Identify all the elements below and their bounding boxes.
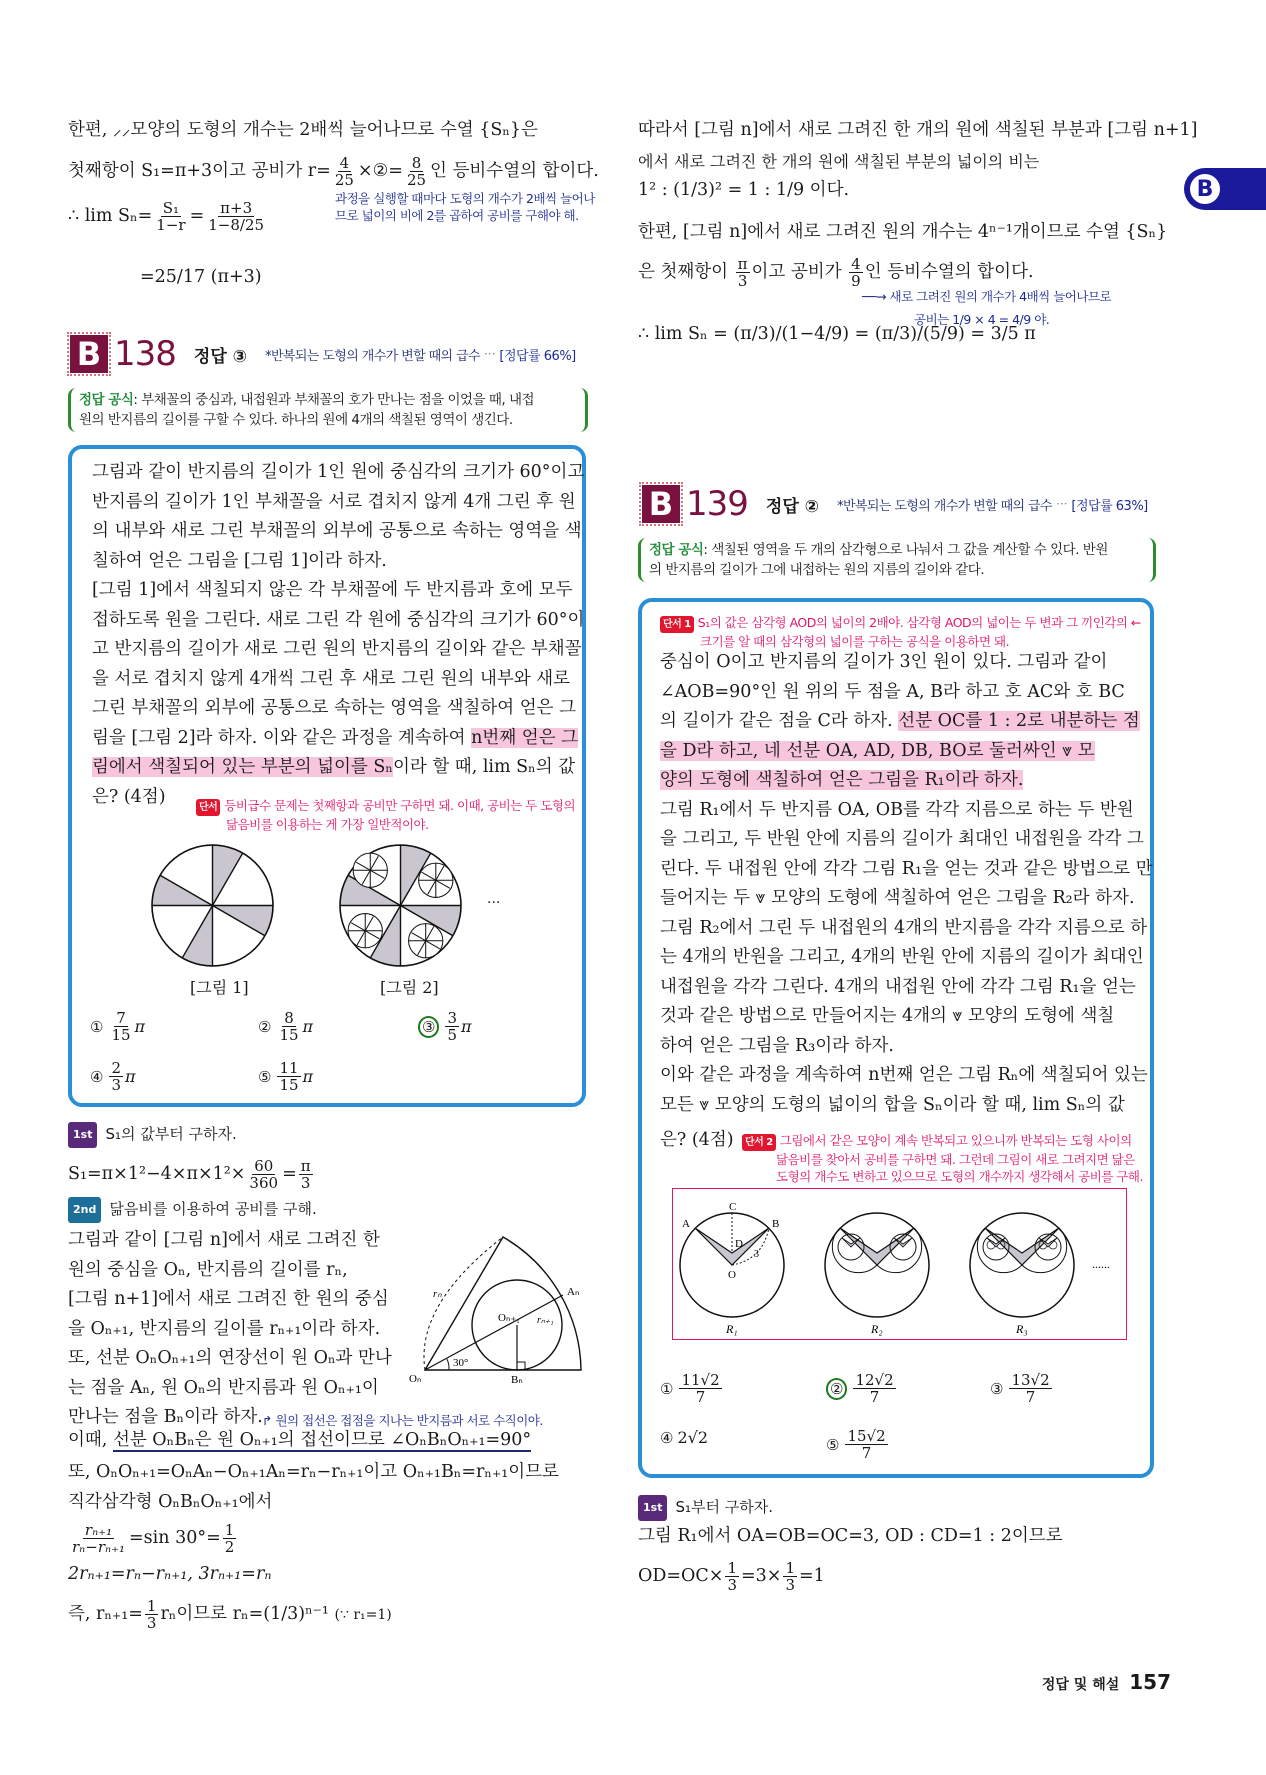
svg-text:A: A	[682, 1218, 690, 1230]
choice-5[interactable]: ⑤ $\frac{11}{15}$ π	[258, 1059, 314, 1094]
right-intro-line2: 에서 새로 그려진 한 개의 원에 색칠된 부분의 넓이의 비는	[638, 152, 1040, 171]
choice-1[interactable]: ① $\frac{7}{15}$ π	[90, 1009, 146, 1044]
step-1-heading-139: 1st S₁부터 구하자.	[638, 1495, 773, 1521]
accuracy-rate: [정답률 66%]	[499, 348, 576, 364]
hint-2-139: 단서 2 그림에서 같은 모양이 계속 반복되고 있으니까 반복되는 도형 사이의 닮음비를 찾아서 공비를 구하면 돼. 그런데 그림이 새로 그려지면 닮은 도형의 개수도 변하고 있으므로 도형의 개수까지 생각해서 공비를 구해.	[742, 1132, 1143, 1185]
choice-5[interactable]: ⑤ $\frac{15√2}{7}$	[826, 1427, 886, 1462]
area-ratio-line: 1² : (1/3)² = 1 : 1/9 이다.	[638, 180, 850, 200]
left-limit-result: =25/17 (π+3)	[140, 267, 262, 287]
step-2-text: 그림과 같이 [그림 n]에서 새로 그려진 한 원의 중심을 Oₙ, 반지름의 길이를 rₙ, [그림 n+1]에서 새로 그려진 한 원의 중심 을 Oₙ₊₁, 반지름의 길이를 rₙ₊₁이라 하자. 또, 선분 OₙOₙ₊₁의 연장선이 원 Oₙ과 만나 는 점을 Aₙ, 원 Oₙ의 반지름과 원 Oₙ₊₁이 만나는 점을 Bₙ이라 하자.	[68, 1230, 392, 1427]
level-badge: B	[70, 335, 108, 373]
choice-1[interactable]: ① $\frac{11√2}{7}$	[660, 1371, 720, 1406]
svg-text:3: 3	[754, 1249, 759, 1260]
section-b-icon: B	[1187, 171, 1223, 207]
topic-label: *반복되는 도형의 개수가 변할 때의 급수	[837, 498, 1052, 514]
level-badge: B	[642, 485, 680, 523]
step-2-heading: 2nd 닮음비를 이용하여 공비를 구해.	[68, 1197, 317, 1223]
first-term-ratio-line: 은 첫째항이 $\frac{\pi}{3}$ 이고 공비가 $\frac{4}{9}$ 인 등비수열의 합이다.	[638, 255, 1034, 290]
formula-box-139: 정답 공식: 색칠된 영역을 두 개의 삼각형으로 나눠서 그 값을 계산할 수 있다. 반원 의 반지름의 길이가 그에 내접하는 원의 지름의 길이와 같다.	[638, 538, 1156, 582]
figure-2-diagram	[338, 843, 463, 968]
right-limit-line: ∴ lim Sₙ = (π/3)/(1−4/9) = (π/3)/(5/9) = 3/5 π	[638, 324, 1036, 344]
page-number: 157	[1129, 1670, 1171, 1694]
ratio-note-right: ──→ 새로 그려진 원의 개수가 4배씩 늘어나므로 공비는 1/9 × 4 = 4/9 야.	[862, 289, 1112, 327]
svg-text:R₁: R₁	[726, 1322, 738, 1336]
svg-text:30°: 30°	[453, 1357, 469, 1369]
tangent-line: 이때, 선분 OₙBₙ은 원 Oₙ₊₁의 접선이므로 ∠OₙBₙOₙ₊₁=90°	[68, 1430, 532, 1450]
accuracy-rate: [정답률 63%]	[1071, 498, 1148, 514]
svg-text:R₂: R₂	[871, 1322, 883, 1336]
right-intro-line1: 따라서 [그림 n]에서 새로 그려진 한 개의 원에 색칠된 부분과 [그림 n+1]	[638, 120, 1198, 140]
svg-text:B: B	[772, 1218, 780, 1230]
segment-lengths-line: 그림 R₁에서 OA=OB=OC=3, OD : CD=1 : 2이므로	[638, 1526, 1063, 1546]
problem-number: 139	[686, 484, 748, 524]
figure-2-caption: [그림 2]	[380, 978, 439, 997]
choice-2-selected[interactable]: ② $\frac{12√2}{7}$	[826, 1372, 898, 1405]
left-limit-line: ∴ lim Sₙ= $\frac{\text{S₁}}{1-r}$ = $\frac{\pi+3}{1-8/25}$	[68, 199, 265, 234]
right-triangle-line: 직각삼각형 OₙBₙOₙ₊₁에서	[68, 1492, 273, 1512]
question-text-138: 그림과 같이 반지름의 길이가 1인 원에 중심각의 크기가 60°이고 반지름의 길이가 1인 부채꼴을 서로 겹치지 않게 4개 그린 후 원 의 내부와 새로 그린 부채꼴의 외부에 공통으로 속하는 영역을 색 칠하여 얻은 그림을 [그림 1]이라 하자. [그림 1]에서 색칠되지 않은 각 부채꼴에 두 반지름과 호에 모두 접하도록 원을 그린다. 새로 그린 각 원에 중심각의 크기가 60°이 고 반지름의 길이가 새로 그린 원의 반지름의 길이와 같은 부채꼴 을 서로 겹치지 않게 4개씩 그린 후 새로 그린 원의 내부와 새로 그린 부채꼴의 외부에 공통으로 속하는 영역을 색칠하여 얻은 그 림을 [그림 2]라 하자. 이와 같은 과정을 계속하여 n번째 얻은 그 림에서 색칠되어 있는 부분의 넓이를 Sₙ이라 할 때, lim Sₙ의 값 은? (4점)	[92, 462, 585, 807]
tangent-note: ↱ 원의 접선은 접점을 지나는 반지름과 서로 수직이야.	[262, 1413, 543, 1428]
choice-4[interactable]: ④ 2√2	[660, 1428, 709, 1447]
footer-label: 정답 및 해설	[1041, 1677, 1120, 1693]
svg-text:O: O	[728, 1269, 736, 1281]
left-intro-line1: 한편, ⸝⸝모양의 도형의 개수는 2배씩 늘어나므로 수열 {Sₙ}은	[68, 120, 538, 140]
answer-label: 정답 ③	[193, 346, 248, 367]
svg-text:D: D	[735, 1238, 743, 1250]
figure-1-caption: [그림 1]	[190, 978, 249, 997]
answer-label: 정답 ②	[765, 496, 820, 517]
svg-text:rₙ: rₙ	[433, 1288, 442, 1300]
choice-3[interactable]: ③ $\frac{13√2}{7}$	[990, 1371, 1050, 1406]
sine-equation: $\frac{\text{rₙ₊₁}}{\text{rₙ−rₙ₊₁}}$ =sin 30°= $\frac{1}{2}$	[72, 1521, 235, 1556]
page-footer	[1042, 1670, 1171, 1694]
radius-general-term: 즉, rₙ₊₁= $\frac{1}{3}$ rₙ이므로 rₙ=(1/3)ⁿ⁻¹ (∵ r₁=1)	[68, 1597, 392, 1632]
left-intro-line2: 첫째항이 S₁=π+3이고 공비가 r= $\frac{4}{25}$ ×②= $\frac{8}{25}$ 인 등비수열의 합이다.	[68, 154, 599, 189]
choice-4[interactable]: ④ $\frac{2}{3}$ π	[90, 1059, 136, 1094]
svg-text:C: C	[729, 1201, 737, 1213]
svg-text:Oₙ₊₁: Oₙ₊₁	[498, 1312, 520, 1324]
segment-relation-line: 또, OₙOₙ₊₁=OₙAₙ−Oₙ₊₁Aₙ=rₙ−rₙ₊₁이고 Oₙ₊₁Bₙ=rₙ₊₁이므로	[68, 1462, 559, 1482]
formula-box-138: 정답 공식: 부채꼴의 중심과, 내접원과 부채꼴의 호가 만나는 점을 이었을 때, 내접 원의 반지름의 길이를 구할 수 있다. 하나의 원에 4개의 색칠된 영역이 생긴다.	[68, 388, 588, 432]
svg-text:rₙ₊₁: rₙ₊₁	[537, 1315, 554, 1326]
od-length-line: OD=OC× $\frac{1}{3}$ =3× $\frac{1}{3}$ =1	[638, 1559, 825, 1594]
hint-1-139: 단서 1 S₁의 값은 삼각형 AOD의 넓이의 2배야. 삼각형 AOD의 넓이는 두 변과 그 끼인각의 ← 크기를 알 때의 삼각형의 넓이를 구하는 공식을 이용하면 돼.	[660, 614, 1141, 650]
section-tab-b	[1184, 168, 1266, 210]
svg-text:Oₙ: Oₙ	[409, 1373, 422, 1385]
problem-number: 138	[114, 334, 176, 374]
question-text-139: 중심이 O이고 반지름의 길이가 3인 원이 있다. 그림과 같이 ∠AOB=90°인 원 위의 두 점을 A, B라 하고 호 AC와 호 BC 의 길이가 같은 점을 C라 하자. 선분 OC를 1 : 2로 내분하는 점 을 D라 하고, 네 선분 OA, AD, DB, BO로 둘러싸인 ⩔ 모 양의 도형에 색칠하여 얻은 그림을 R₁이라 하자. 그림 R₁에서 두 반지름 OA, OB를 각각 지름으로 하는 두 반원 을 그리고, 두 반원 안에 지름의 길이가 최대인 내접원을 각각 그 린다. 두 내접원 안에 각각 그림 R₁을 얻는 것과 같은 방법으로 만 들어지는 두 ⩔ 모양의 도형에 색칠하여 얻은 그림을 R₂라 하자. 그림 R₂에서 그린 두 내접원의 4개의 반지름을 각각 지름으로 하 는 4개의 반원을 그리고, 4개의 반원 안에 지름의 길이가 최대인 내접원을 각각 그린다. 4개의 내접원 안에 각각 그림 R₁을 얻는 것과 같은 방법으로 만들어지는 4개의 ⩔ 모양의 도형에 색칠 하여 얻은 그림을 R₃이라 하자. 이와 같은 과정을 계속하여 n번째 얻은 그림 Rₙ에 색칠되어 있는 모든 ⩔ 모양의 도형의 넓이의 합을 Sₙ이라 할 때, lim Sₙ의 값 은? (4점)	[660, 652, 1153, 1150]
topic-label: *반복되는 도형의 개수가 변할 때의 급수	[265, 348, 480, 364]
ratio-note: 과정을 실행할 때마다 도형의 개수가 2배씩 늘어나 므로 넓이의 비에 2를 곱하여 공비를 구해야 해.	[335, 191, 595, 223]
svg-text:......: ......	[1092, 1257, 1110, 1271]
hint-138: 단서 등비급수 문제는 첫째항과 공비만 구하면 돼. 이때, 공비는 두 도형의 닮음비를 이용하는 게 가장 일반적이야.	[196, 797, 575, 833]
problem-139-header: B 139 정답 ② *반복되는 도형의 개수가 변할 때의 급수 ··· [정답률 63%]	[642, 484, 1148, 524]
radius-relation: 2rₙ₊₁=rₙ−rₙ₊₁, 3rₙ₊₁=rₙ	[68, 1564, 272, 1584]
choice-3-selected[interactable]: ③ $\frac{3}{5}$ π	[418, 1010, 472, 1043]
r-figures-diagram	[672, 1190, 1127, 1340]
problem-138-header: B 138 정답 ③ *반복되는 도형의 개수가 변할 때의 급수 ··· [정답률 66%]	[70, 334, 576, 374]
choice-2[interactable]: ② $\frac{8}{15}$ π	[258, 1009, 314, 1044]
figure-ellipsis: ···	[487, 895, 501, 911]
svg-text:R₃: R₃	[1016, 1322, 1028, 1336]
figure-1-diagram	[150, 843, 275, 968]
svg-text:Bₙ: Bₙ	[511, 1374, 523, 1385]
inscribed-circle-diagram	[405, 1225, 595, 1385]
step-1-heading: 1st S₁의 값부터 구하자.	[68, 1122, 237, 1148]
svg-text:Aₙ: Aₙ	[567, 1286, 580, 1298]
circle-count-line: 한편, [그림 n]에서 새로 그려진 원의 개수는 4ⁿ⁻¹개이므로 수열 {Sₙ}	[638, 222, 1168, 242]
step-1-equation: S₁=π×1²−4×π×1²× $\frac{60}{360}$ = $\frac{\pi}{3}$	[68, 1157, 311, 1192]
